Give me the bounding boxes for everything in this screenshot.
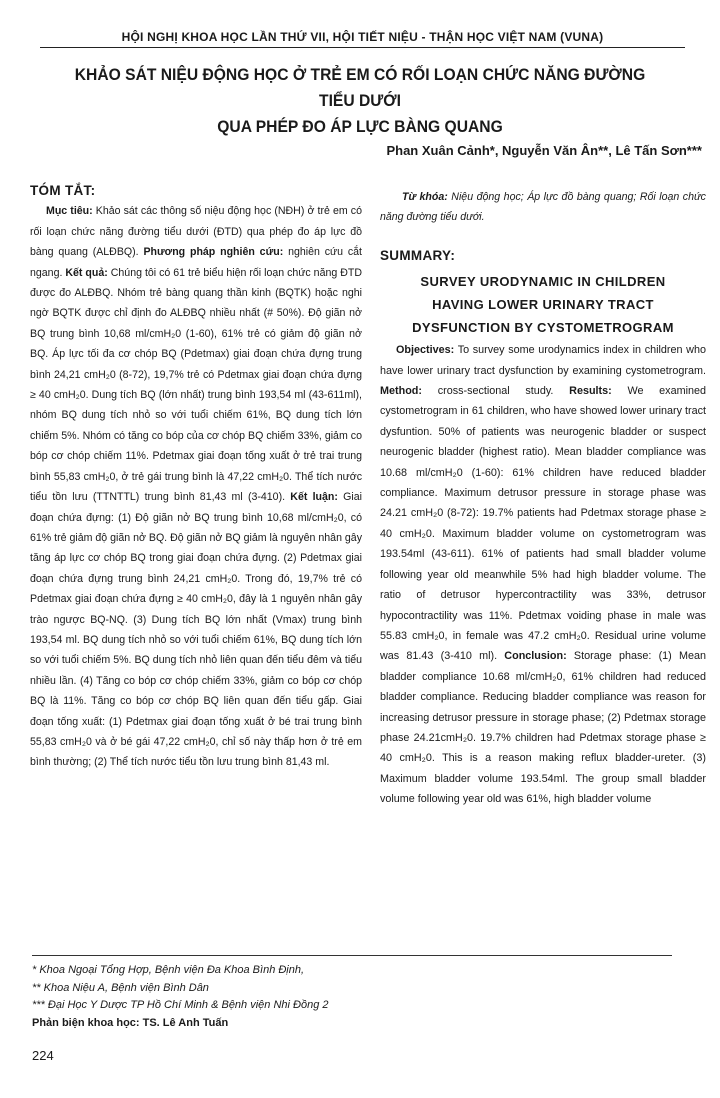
title-line-1: KHẢO SÁT NIỆU ĐỘNG HỌC Ở TRẺ EM CÓ RỐI LOẠN CHỨC NĂNG ĐƯỜNG TIỂU DƯỚI: [74, 65, 646, 110]
en-objectives-label: Objectives:: [396, 344, 455, 357]
reviewer: Phản biện khoa học: TS. Lê Anh Tuấn: [32, 1016, 229, 1029]
results-label: Kết quả:: [65, 266, 108, 279]
right-column: [380, 187, 706, 810]
vietnamese-abstract: [30, 183, 362, 773]
abstract-body: [30, 201, 362, 772]
footnote-2: ** Khoa Niệu A, Bệnh viện Bình Dân: [32, 981, 209, 994]
english-abstract: [380, 340, 706, 809]
method-label: Phương pháp nghiên cứu:: [143, 246, 284, 259]
en-conclusion-text: Storage phase: (1) Mean bladder compliance 10.68 ml/cmH₂0, 61% children had reduced bladder compliance. Reducing bladder compliance was reason for increasing detrusor pressure in storage phase; (2) Pdetmax storage phase 24.21cmH₂0. 19.7% children had Pdetmax storage phase ≥ 40 cmH₂0. This is a reason making reflux bladder-ureter. (3) Maximum bladder volume 193.54ml. The group small bladder volume following year old was 61%, high bladder volume: [380, 650, 706, 806]
en-method-label: Method:: [380, 385, 422, 398]
en-results-label: Results:: [569, 385, 612, 398]
footnote-1: * Khoa Ngoại Tổng Hợp, Bệnh viện Đa Khoa Bình Định,: [32, 964, 305, 976]
en-results-text: We examined cystometrogram in 61 children, who have showed lower urinary tract dysfuntion. 50% of patients was neurogenic bladder or suspect neurogenic bladder (highest ratio). Mean bladder compliance was 10.68 ml/cmH₂0 (1-60): 61% children have reduced bladder compliance. Maximum detrusor pressure in storage phase was 24.21 cmH₂0 (8-72): 19.7% patients had Pdetmax storage phase ≥ 40 cmH₂0. Maximum bladder volume on cystometrogram was 193.54ml (43-611). 61% of patients had small bladder volume following year old meanwhile 5% had high bladder volume. The ratio of detrusor hypercontractility was 33%, detrusor hypocontractility was 11%. Pdetmax voiding phase in male was 55.83 cmH₂0, in female was 47.2 cmH₂0. Residual urine volume was 81.43 (3-410 ml).: [380, 385, 706, 663]
english-title: [380, 270, 706, 339]
method-text: nghiên cứu cắt ngang.: [30, 246, 362, 279]
english-title-line-2: HAVING LOWER URINARY TRACT: [432, 297, 654, 313]
footnote-3: *** Đại Học Y Dược TP Hồ Chí Minh & Bệnh viện Nhi Đồng 2: [32, 999, 329, 1011]
en-method-text: cross-sectional study.: [421, 385, 570, 398]
title-line-2: QUA PHÉP ĐO ÁP LỰC BÀNG QUANG: [217, 117, 503, 136]
article-title: [66, 62, 655, 140]
summary-heading: SUMMARY:: [380, 247, 456, 263]
conclusion-label: Kết luận:: [290, 491, 338, 504]
objective-label: Mục tiêu:: [46, 205, 93, 218]
running-header: HỘI NGHỊ KHOA HỌC LẦN THỨ VII, HỘI TIẾT NIỆU - THẬN HỌC VIỆT NAM (VUNA): [40, 30, 685, 48]
page-number: 224: [32, 1048, 54, 1063]
en-objectives-text: To survey some urodynamics index in children who have lower urinary tract dysfunction by examining cystometrogram.: [380, 344, 706, 377]
english-title-line-3: DYSFUNCTION BY CYSTOMETROGRAM: [412, 320, 674, 336]
english-title-line-1: SURVEY URODYNAMIC IN CHILDREN: [420, 274, 666, 290]
keywords-label: Từ khóa:: [402, 191, 448, 203]
english-abstract-body: [380, 340, 706, 809]
results-text: Chúng tôi có 61 trẻ biểu hiện rối loạn chức năng ĐTD được đo ALĐBQ. Nhóm trẻ bàng quang thần kinh (BQTK) hoặc nghi ngờ BQTK được chỉ định đo ALĐBQ nhiều nhất (# 50%). Độ giãn nở BQ trung bình 10,68 ml/cmH₂0 (1-60), 61% trẻ có giảm độ giãn nở BQ. Áp lực tối đa cơ chóp BQ (Pdetmax) giai đoạn chứa đựng trung bình 24,21 cmH₂0 (8-72), 19,7% trẻ có Pdetmax giai đoạn chứa đựng ≥ 40 cmH₂0. Dung tích BQ (lớn nhất) trung bình 193,54 ml (43-611ml), nhóm BQ dung tích nhỏ so với tuổi chiếm 61%, BQ dung tích lớn chiếm 5%. Nhóm có tăng co bóp của cơ chóp BQ chiếm 33%, giảm co bóp cơ chóp chiếm 11%. Pdetmax giai đoạn tống xuất ở trẻ trai trung bình 55,83 cmH₂0, ở trẻ gái trung bình là 47,22 cmH₂0. Thể tích nước tiểu tồn lưu (TTNTTL) trung bình 81,43 ml (3-410).: [30, 266, 362, 504]
objective-text: Khảo sát các thông số niệu động học (NĐH) ở trẻ em có rối loạn chức năng đường tiểu dưới (ĐTD) qua phép đo áp lực đồ bàng quang (ALĐBQ).: [30, 205, 362, 259]
footnotes: [32, 955, 672, 1032]
keywords-text: Niệu động học; Áp lực đồ bàng quang; Rối loạn chức năng đường tiểu dưới.: [380, 191, 706, 224]
authors: Phan Xuân Cảnh*, Nguyễn Văn Ân**, Lê Tấn Sơn***: [386, 143, 702, 158]
keywords: [380, 187, 706, 228]
en-conclusion-label: Conclusion:: [504, 650, 567, 663]
conclusion-text: Giai đoạn chứa đựng: (1) Độ giãn nở BQ trung bình 10,68 ml/cmH₂0, có 61% trẻ giảm độ giãn nở BQ. Độ giãn nở BQ giảm là nguyên nhân gây tăng áp lực cơ chóp BQ trong giai đoạn chứa đựng. (2) Pdetmax giai đoạn chứa đựng trung bình 24,21 cmH₂0. Trong đó, 19,7% trẻ có Pdetmax giai đoạn chứa đựng ≥ 40 cmH₂0, đây là 1 nguyên nhân gây trào ngược BQ-NQ. (3) Dung tích BQ lớn nhất (Vmax) trung bình 193,54 ml. BQ dung tích nhỏ so với tuổi chiếm 61%, BQ dung tích lớn so với tuổi chiếm 5%. BQ dung tích nhỏ liên quan đến tiểu đêm và tiểu nhiều lần. (4) Tăng co bóp cơ chóp chiếm 33%, giảm co bóp cơ chóp BQ là 11%. Tăng co bóp cơ chóp BQ liên quan đến tiểu gấp. Giai đoạn tống xuất: (1) Pdetmax giai đoạn tống xuất ở bé trai trung bình 55,83 cmH₂0 và ở bé gái 47,22 cmH₂0, chỉ số này thấp hơn ở trẻ em bình thường; (2) Thể tích nước tiểu tồn lưu trung bình 81,43 ml.: [30, 491, 362, 769]
abstract-heading: TÓM TẮT:: [30, 183, 96, 198]
